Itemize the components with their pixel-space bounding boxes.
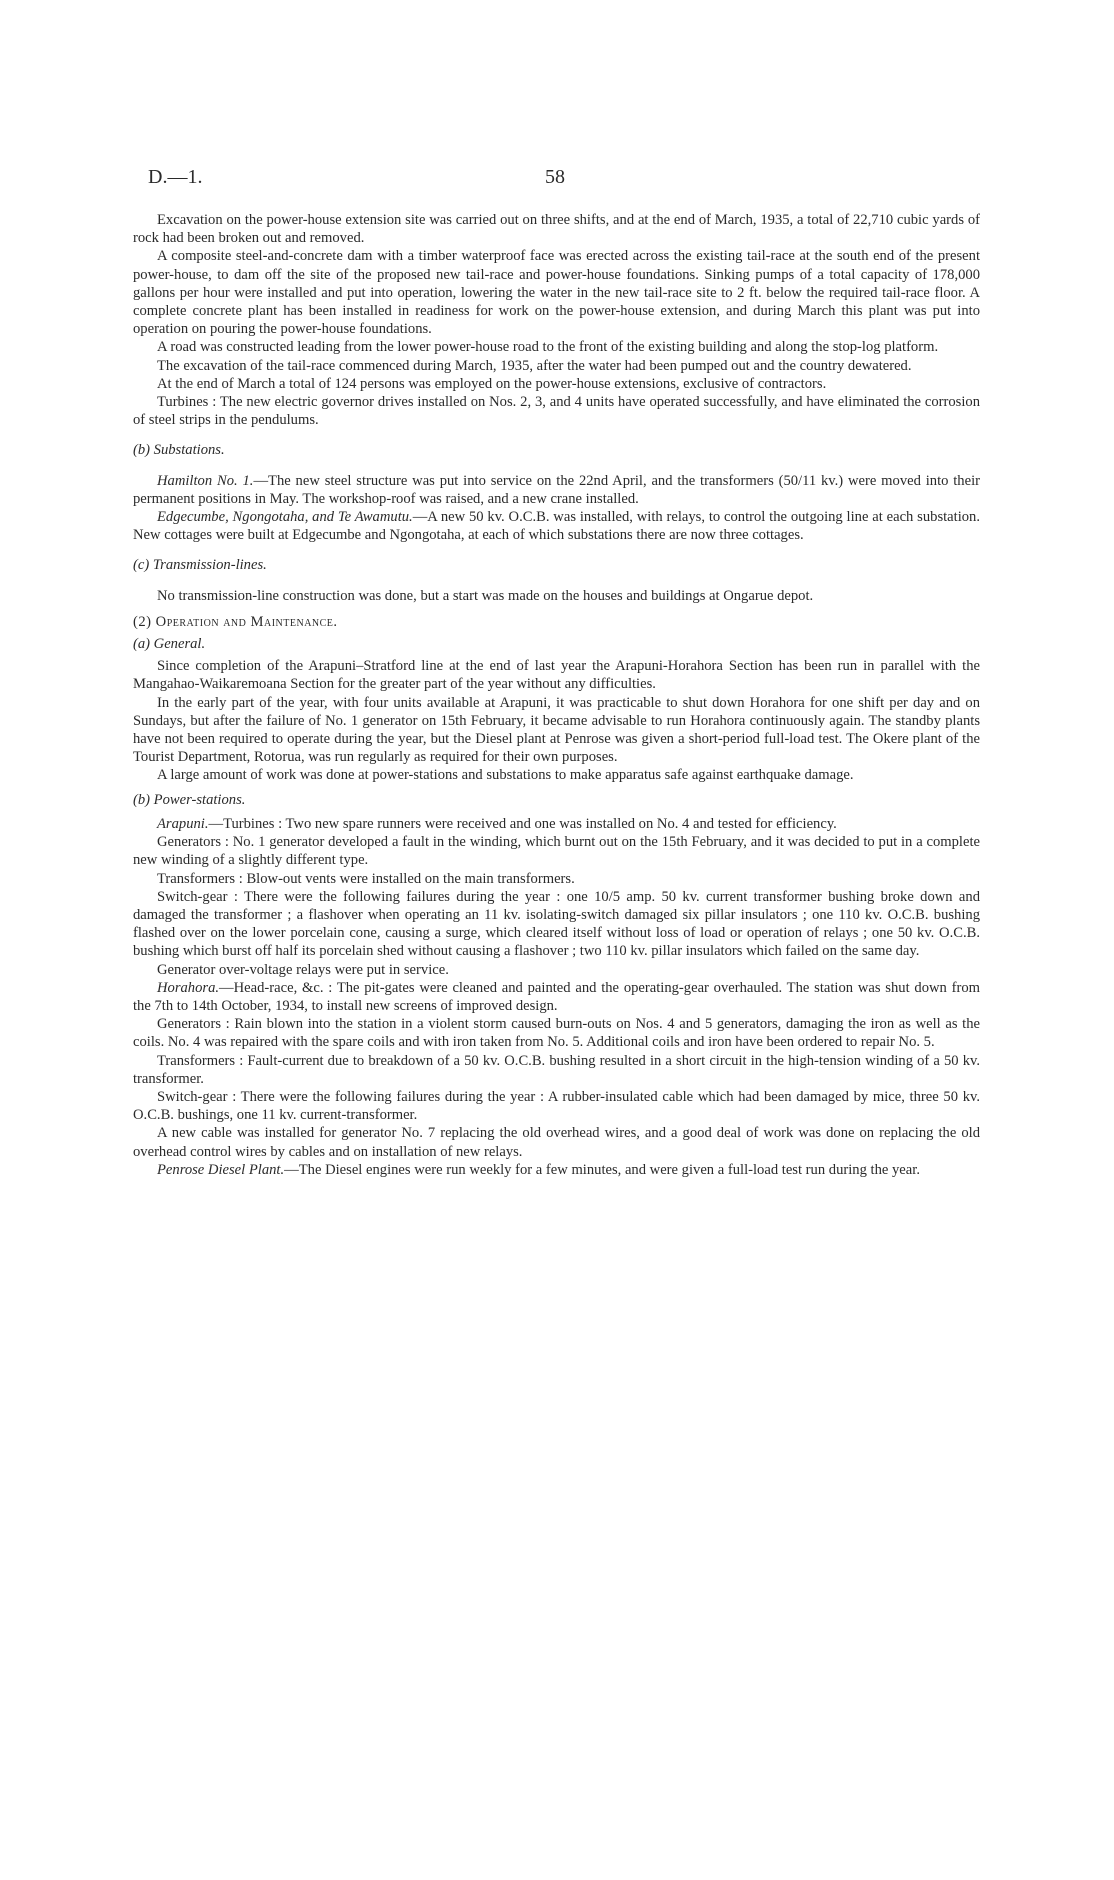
- paragraph: A road was constructed leading from the lower power-house road to the front of the existing building and along the stop-log platform.: [157, 339, 939, 356]
- section-heading-power-stations: (b) Power-stations.: [133, 791, 246, 808]
- paragraph: Generator over-voltage relays were put in service.: [157, 961, 449, 978]
- paragraph-lead: Hamilton No. 1.: [157, 472, 254, 489]
- paragraph: Since completion of the Arapuni–Stratford line at the end of last year the Arapuni-Horahora Section has been run in parallel with the Mangahao-Waikaremoana Section for the greater part of the year without any difficulties.: [133, 658, 980, 693]
- paragraph: [133, 508, 980, 544]
- paragraph: A composite steel-and-concrete dam with a timber waterproof face was erected across the existing tail-race at the south end of the present power-house, to dam off the site of the proposed new tail-race and power-house foundations. Sinking pumps of a total capacity of 178,000 gallons per hour were installed and put into operation, lowering the water in the new tail-race site to 2 ft. below the required tail-race floor. A complete concrete plant has been installed in readiness for work on the power-house extension, and during March this plant was put into operation on pouring the power-house foundations.: [133, 248, 980, 338]
- paragraph: Transformers : Fault-current due to breakdown of a 50 kv. O.C.B. bushing resulted in a short circuit in the high-tension winding of a 50 kv. transformer.: [133, 1052, 980, 1087]
- paragraph: In the early part of the year, with four units available at Arapuni, it was practicable to shut down Horahora for one shift per day and on Sundays, but after the failure of No. 1 generator on 15th February, it became advisable to run Horahora continuously again. The standby plants have not been required to operate during the year, but the Diesel plant at Penrose was given a short-period full-load test. The Okere plant of the Tourist Department, Rotorua, was run regularly as required for their own purposes.: [133, 694, 980, 766]
- paragraph-text: —Head-race, &c. : The pit-gates were cleaned and painted and the operating-gear overhauled. The station was shut down from the 7th to 14th October, 1934, to install new screens of improved design.: [133, 979, 980, 1014]
- paragraph-lead: Edgecumbe, Ngongotaha, and Te Awamutu.: [157, 509, 413, 526]
- paragraph-lead: Penrose Diesel Plant.: [157, 1161, 285, 1178]
- section-heading-transmission: (c) Transmission-lines.: [133, 557, 267, 574]
- paragraph: [133, 815, 980, 833]
- paragraph-text: —The Diesel engines were run weekly for a few minutes, and were given a full-load test run during the year.: [284, 1161, 920, 1178]
- paragraph: A new cable was installed for generator No. 7 replacing the old overhead wires, and a good deal of work was done on replacing the old overhead control wires by cables and on installation of new relays.: [133, 1125, 980, 1160]
- paragraph: [133, 1161, 980, 1179]
- document-body: [133, 211, 980, 1179]
- paragraph-lead: Horahora.: [157, 979, 220, 996]
- paragraph-text: —Turbines : Two new spare runners were received and one was installed on No. 4 and tested for efficiency.: [208, 815, 837, 832]
- paragraph: Turbines : The new electric governor drives installed on Nos. 2, 3, and 4 units have operated successfully, and have eliminated the corrosion of steel strips in the pendulums.: [133, 394, 980, 429]
- section-heading-substations: (b) Substations.: [133, 442, 225, 459]
- paragraph: A large amount of work was done at power-stations and substations to make apparatus safe against earthquake damage.: [157, 767, 854, 784]
- section-heading-operation: (2) Operation and Maintenance.: [133, 613, 338, 630]
- paragraph: Switch-gear : There were the following failures during the year : A rubber-insulated cable which had been damaged by mice, three 50 kv. O.C.B. bushings, one 11 kv. current-transformer.: [133, 1088, 980, 1124]
- paragraph-lead: Arapuni.: [157, 815, 209, 832]
- document-reference: D.—1.: [148, 166, 203, 188]
- paragraph: No transmission-line construction was done, but a start was made on the houses and buildings at Ongarue depot.: [157, 587, 814, 604]
- paragraph: Switch-gear : There were the following failures during the year : one 10/5 amp. 50 kv. current transformer bushing broke down and damaged the transformer ; a flashover when operating an 11 kv. isolating-switch damaged six pillar insulators ; one 110 kv. O.C.B. bushing flashed over on the lower porcelain cone, causing a surge, which cleared itself without loss of load or operation of relays ; one 50 kv. O.C.B. bushing which burst off half its porcelain shed without causing a flashover ; two 110 kv. pillar insulators which failed on the same day.: [133, 888, 980, 960]
- paragraph: [133, 979, 980, 1015]
- paragraph: Generators : Rain blown into the station in a violent storm caused burn-outs on Nos. 4 and 5 generators, damaging the iron as well as the coils. No. 4 was repaired with the spare coils and with iron taken from No. 5. Additional coils and iron have been ordered to repair No. 5.: [133, 1016, 980, 1051]
- section-heading-general: (a) General.: [133, 636, 206, 653]
- page-number: 58: [545, 166, 565, 188]
- paragraph-text: —The new steel structure was put into service on the 22nd April, and the transformers (50/11 kv.) were moved into their permanent positions in May. The workshop-roof was raised, and a new crane installed.: [133, 472, 980, 507]
- paragraph: At the end of March a total of 124 persons was employed on the power-house extensions, exclusive of contractors.: [157, 375, 827, 392]
- paragraph: The excavation of the tail-race commenced during March, 1935, after the water had been pumped out and the country dewatered.: [157, 357, 912, 374]
- paragraph: Transformers : Blow-out vents were installed on the main transformers.: [157, 870, 575, 887]
- paragraph-text: —A new 50 kv. O.C.B. was installed, with relays, to control the outgoing line at each substation. New cottages were built at Edgecumbe and Ngongotaha, at each of which substations there are now three cottages.: [133, 509, 981, 544]
- page-header: [0, 166, 1114, 196]
- paragraph: Generators : No. 1 generator developed a fault in the winding, which burnt out on the 15th February, and it was decided to put in a complete new winding of a slightly different type.: [133, 834, 980, 869]
- paragraph: Excavation on the power-house extension site was carried out on three shifts, and at the end of March, 1935, a total of 22,710 cubic yards of rock had been broken out and removed.: [133, 212, 980, 247]
- paragraph: [133, 472, 980, 508]
